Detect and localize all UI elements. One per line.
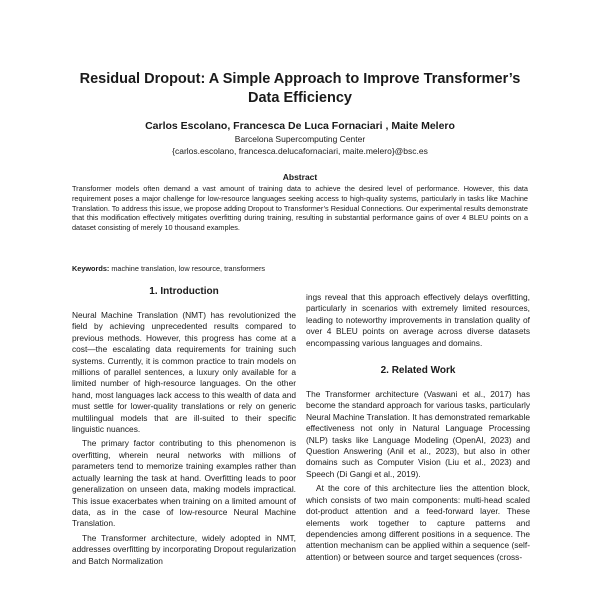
abstract-text: Transformer models often demand a vast amount of training data to achieve the desired level of performance. However, this data requirement poses a major challenge for low-resource languages seeking access to high-quality systems, particularly in tasks like Machine Translation. To address this issue, we propose adding Dropout to Transformer’s Residual Connections. Our experimental results demonstrate that this modification effectively mitigates overfitting during training, resulting in substantial performance gains of over 4 BLEU points on a dataset consisting of merely 10 thousand examples. xyxy=(72,184,528,233)
keywords-label: Keywords: xyxy=(72,264,110,273)
left-column xyxy=(72,286,296,567)
abstract-heading: Abstract xyxy=(282,172,318,182)
related-paragraph-2: At the core of this architecture lies the attention block, which consists of two main components: multi-head scaled dot-product attention and a feed-forward layer. These elements work together to capture patterns and dependencies among different positions in a sequence. The attention mechanism can be applied within a sequence (self-attention) or between source and target sequences (cross- xyxy=(306,483,530,562)
keywords xyxy=(72,264,528,274)
right-column xyxy=(306,292,530,563)
intro-heading: 1. Introduction xyxy=(149,286,219,297)
intro-paragraph-3: The Transformer architecture, widely adopted in NMT, addresses overfitting by incorporating Dropout regularization and Batch Normalization xyxy=(72,532,296,566)
keywords-list: machine translation, low resource, transformers xyxy=(111,264,266,273)
paper-title xyxy=(40,70,560,108)
intro-continued-paragraph: ings reveal that this approach effectively delays overfitting, particularly in scenarios with extremely limited resources, leading to noteworthy improvements in translation quality of over 4 BLEU points on average across diverse datasets encompassing various languages and domains. xyxy=(306,292,530,348)
affiliation: Barcelona Supercomputing Center xyxy=(234,134,366,144)
title-line-2: Data Efficiency xyxy=(248,90,352,106)
author-list: Carlos Escolano, Francesca De Luca Fornaciari , Maite Melero xyxy=(145,120,455,132)
author-emails: {carlos.escolano, francesca.delucafornaciari, maite.melero}@bsc.es xyxy=(172,146,428,156)
title-line-1: Residual Dropout: A Simple Approach to Improve Transformer’s xyxy=(79,71,521,87)
intro-paragraph-2: The primary factor contributing to this phenomenon is overfitting, wherein neural networks with millions of parameters tend to memorize training examples rather than actually learning the task at hand. Overfitting leads to poor generalization on unseen data, making models impractical. This issue exacerbates when training on a limited amount of data, as in the case of low-resource Neural Machine Translation. xyxy=(72,438,296,529)
related-paragraph-1: The Transformer architecture (Vaswani et al., 2017) has become the standard approach for various tasks, particularly Neural Machine Translation. It has demonstrated remarkable effectiveness not only in Natural Language Processing (NLP) tasks like Language Modeling (OpenAI, 2023) and Question Answering (Anil et al., 2023), but also in other domains such as Computer Vision (Liu et al., 2023) and Speech (Di Gangi et al., 2019). xyxy=(306,389,531,479)
related-work-heading: 2. Related Work xyxy=(380,365,456,377)
intro-paragraph-1: Neural Machine Translation (NMT) has revolutionized the field by achieving unprecedented results compared to previous methods. However, this progress has come at a cost—the escalating data requirements for training such systems. Currently, it is common practice to train models on millions of parallel sentences, a luxury only available for a limited number of high-resource languages. On the other hand, most languages lack access to this wealth of data and must settle for lower-quality translations or rely on generic multilingual models that are ill-suited to their specific linguistic nuances. xyxy=(72,310,296,435)
